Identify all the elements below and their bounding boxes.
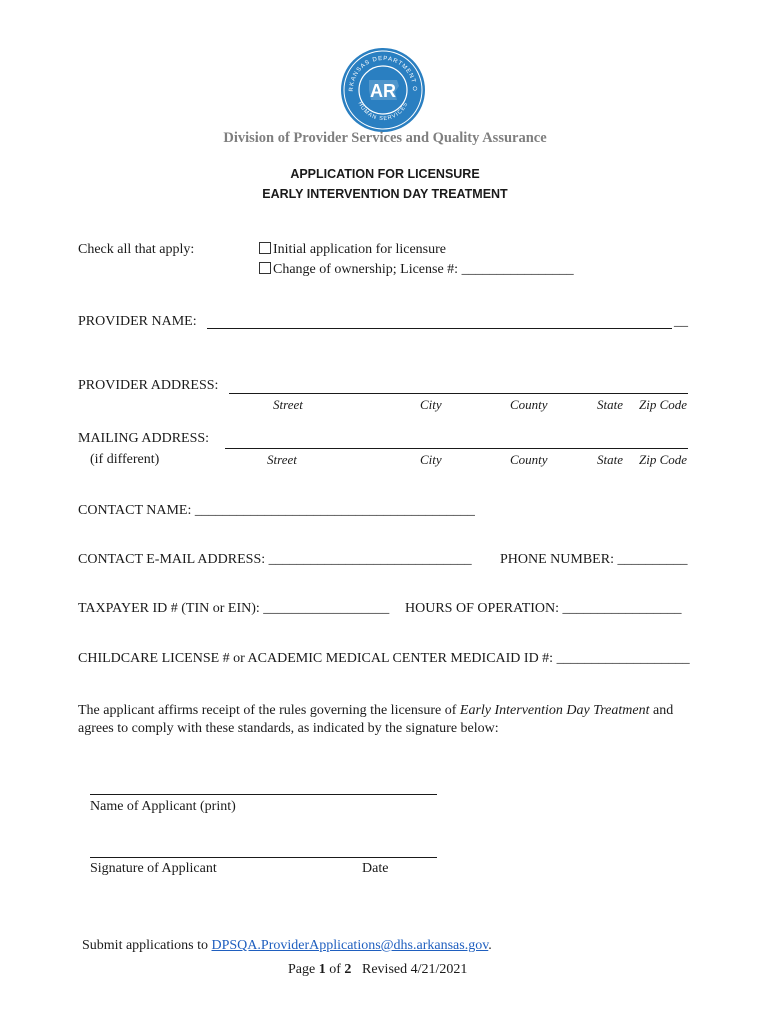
option-change-of-ownership[interactable] (259, 262, 574, 278)
initial-application-checkbox[interactable] (259, 242, 271, 254)
mailing-address-label: MAILING ADDRESS: (78, 431, 210, 446)
form-title-line2: EARLY INTERVENTION DAY TREATMENT (262, 187, 508, 201)
phone-number-field[interactable]: PHONE NUMBER: __________ (500, 552, 688, 567)
change-of-ownership-checkbox[interactable] (259, 262, 271, 274)
revised-date: Revised 4/21/2021 (362, 962, 468, 977)
page-number: Page 1 of 2 (288, 962, 352, 977)
city-caption: City (420, 452, 442, 467)
provider-name-tail: __ (674, 314, 688, 329)
hours-of-operation-field[interactable]: HOURS OF OPERATION: _________________ (405, 601, 682, 616)
option-label: Initial application for licensure (273, 242, 446, 257)
taxpayer-id-field[interactable]: TAXPAYER ID # (TIN or EIN): __________________ (78, 601, 390, 616)
contact-email-field[interactable]: CONTACT E-MAIL ADDRESS: _____________________________ (78, 552, 472, 567)
division-title: Division of Provider Services and Quality Assurance (223, 130, 547, 146)
if-different-note: (if different) (90, 452, 160, 467)
affirmation-text: The applicant affirms receipt of the rules governing the licensure of Early Intervention Day Treatment and (78, 703, 674, 718)
state-caption: State (597, 397, 623, 412)
check-all-label: Check all that apply: (78, 242, 195, 257)
submit-instructions: Submit applications to DPSQA.ProviderApplications@dhs.arkansas.gov. (82, 938, 492, 953)
option-initial-application[interactable] (259, 242, 446, 258)
county-caption: County (510, 452, 548, 467)
zip-caption: Zip Code (639, 452, 688, 467)
zip-caption: Zip Code (639, 397, 688, 412)
applicant-name-field[interactable] (90, 794, 437, 795)
applicant-signature-label: Signature of Applicant (90, 861, 217, 876)
city-caption: City (420, 397, 442, 412)
logo-ring-top: RKANSAS DEPARTMENT O (348, 55, 418, 92)
option-label: Change of ownership; License #: ________________ (273, 262, 574, 277)
logo-ring-bottom: HUMAN SERVICES (356, 101, 410, 123)
form-title-line1: APPLICATION FOR LICENSURE (290, 167, 480, 181)
provider-address-field[interactable] (229, 393, 688, 394)
state-caption: State (597, 452, 623, 467)
childcare-license-field[interactable]: CHILDCARE LICENSE # or ACADEMIC MEDICAL CENTER MEDICAID ID #: ___________________ (78, 651, 690, 666)
mailing-address-field[interactable] (225, 448, 688, 449)
dhs-logo (339, 46, 427, 134)
applicant-name-label: Name of Applicant (print) (90, 799, 236, 814)
street-caption: Street (267, 452, 297, 467)
provider-name-label: PROVIDER NAME: (78, 314, 197, 329)
date-label: Date (362, 861, 389, 876)
street-caption: Street (273, 397, 303, 412)
contact-name-field[interactable]: CONTACT NAME: ________________________________________ (78, 503, 475, 518)
provider-name-field[interactable] (207, 328, 672, 329)
county-caption: County (510, 397, 548, 412)
submission-email-link[interactable]: DPSQA.ProviderApplications@dhs.arkansas.gov (211, 938, 489, 953)
logo-monogram: AR (370, 81, 396, 101)
provider-address-label: PROVIDER ADDRESS: (78, 378, 219, 393)
applicant-signature-field[interactable] (90, 857, 437, 858)
affirmation-text-line2: agrees to comply with these standards, as indicated by the signature below: (78, 721, 499, 736)
